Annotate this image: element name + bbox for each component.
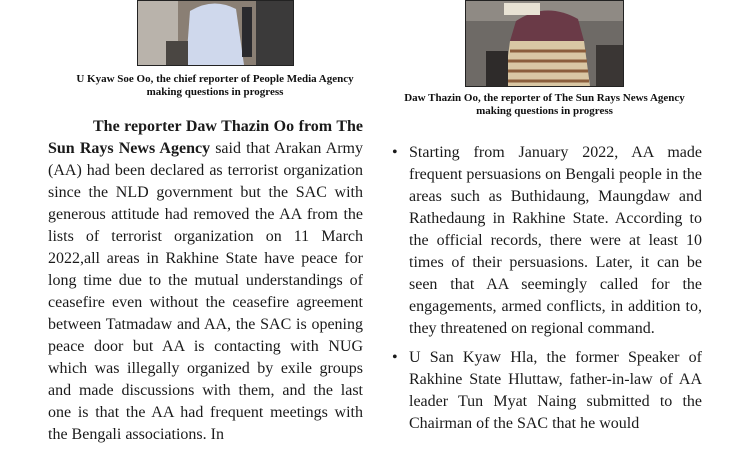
photo-caption-left: U Kyaw Soe Oo, the chief reporter of People Media Agency making questions in progress — [76, 73, 354, 98]
photo-chief-reporter — [137, 0, 294, 66]
photo-caption-right: Daw Thazin Oo, the reporter of The Sun Rays News Agency making questions in progress — [404, 92, 685, 117]
photo-sun-rays-reporter — [465, 0, 624, 87]
bullet-text-1: Starting from January 2022, AA made frequent persuasions on Bengali people in the areas such as Buthidaung, Maungdaw and Rathedaung in Rakhine State. According to the official records, there were at least 10 times of their persuasions. Later, it can be seen that AA seemingly called for the engagements, armed conflicts, in addition to, they threatened on regional command. — [409, 144, 702, 337]
bullet-item-1 — [392, 142, 702, 340]
bullet-item-2 — [392, 347, 702, 435]
article-paragraph — [48, 116, 363, 446]
article-left-column — [48, 116, 363, 446]
paragraph-body: said that Arakan Army (AA) had been declared as terrorist organization since the NLD government but the SAC with generous attitude had removed the AA from the lists of terrorist organization on 11 March 2022,all areas in Rakhine State have peace for long time due to the mutual understandings of ceasefire even without the ceasefire agreement between Tatmadaw and AA, the SAC is opening peace door but AA is contacting with NUG which was illegally organized by exile groups and made discussions with them, and the last one is that the AA had frequent meetings with the Bengali associations. In — [48, 140, 364, 443]
bullet-text-2: U San Kyaw Hla, the former Speaker of Rakhine State Hluttaw, father-in-law of AA leader Tun Myat Naing submitted to the Chairman of the SAC that he would — [409, 349, 702, 432]
bullet-icon: • — [392, 349, 398, 366]
lead-bold-text: The reporter Daw Thazin Oo from The Sun Rays News Agency — [48, 118, 363, 157]
bullet-icon: • — [392, 144, 398, 161]
article-right-column — [392, 142, 702, 435]
